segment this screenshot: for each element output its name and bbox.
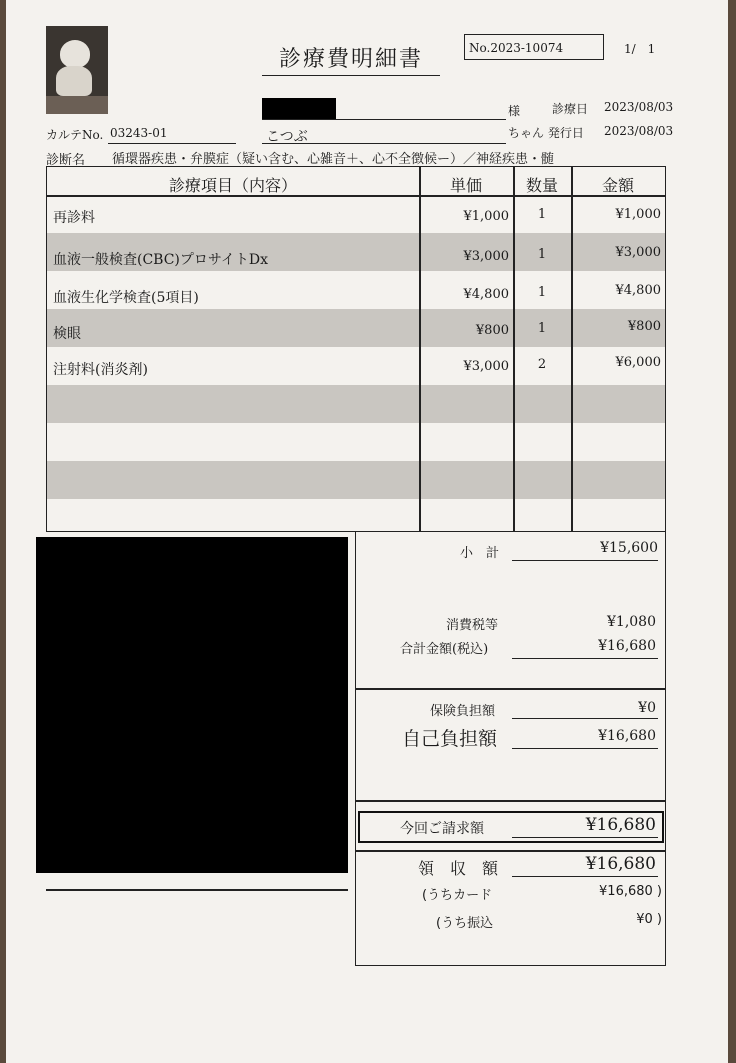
total-value: ¥16,680 xyxy=(598,638,656,654)
row-item: 再診料 xyxy=(53,210,95,226)
items-table xyxy=(46,166,666,532)
row-price: ¥3,000 xyxy=(463,249,509,264)
pet-name-underline xyxy=(262,143,506,144)
insurance-underline xyxy=(512,718,658,719)
row-item: 血液一般検査(CBC)プロサイトDx xyxy=(53,252,269,268)
row-amount: ¥6,000 xyxy=(615,355,661,370)
transfer-label: (うち振込 xyxy=(436,916,494,931)
tax-label: 消費税等 xyxy=(446,618,499,633)
billing-underline xyxy=(512,837,658,838)
summary-divider xyxy=(356,688,665,690)
row-amount: ¥1,000 xyxy=(615,207,661,222)
pet-name: こつぶ xyxy=(266,129,308,145)
exam-date: 2023/08/03 xyxy=(604,100,674,114)
chart-no: 03243-01 xyxy=(110,126,168,140)
row-item: 血液生化学検査(5項目) xyxy=(53,290,199,306)
dog-head xyxy=(60,40,90,68)
signature-line xyxy=(46,889,348,891)
header-price: 単価 xyxy=(449,176,482,195)
dog-body xyxy=(56,66,92,96)
row-price: ¥800 xyxy=(475,323,509,338)
summary-divider xyxy=(356,800,665,802)
diagnosis-label: 診断名 xyxy=(46,153,86,168)
issue-date-label: ちゃん 発行日 xyxy=(508,126,584,140)
redacted-clinic-info xyxy=(36,537,348,873)
insurance-value: ¥0 xyxy=(638,700,656,716)
owner-underline xyxy=(262,119,506,120)
page-number: 1/ 1 xyxy=(624,42,656,56)
row-amount: ¥800 xyxy=(627,319,661,334)
diagnosis-text: 循環器疾患・弁膜症（疑い含む、心雑音＋、心不全徴候ー）／神経疾患・髄 xyxy=(112,152,555,167)
row-amount: ¥4,800 xyxy=(615,283,661,298)
row-qty: 1 xyxy=(537,285,547,300)
self-pay-value: ¥16,680 xyxy=(598,728,656,744)
header-item: 診療項目（内容） xyxy=(168,176,297,195)
row-amount: ¥3,000 xyxy=(615,245,661,260)
row-qty: 1 xyxy=(537,321,547,336)
received-value: ¥16,680 xyxy=(585,854,656,874)
subtotal-label: 小 計 xyxy=(460,546,500,561)
chart-no-label: カルテNo. xyxy=(46,128,104,142)
document-number: No.2023-10074 xyxy=(464,34,604,60)
self-pay-label: 自己負担額 xyxy=(402,728,498,750)
tax-value: ¥1,080 xyxy=(607,614,656,630)
transfer-value: ¥0 ) xyxy=(636,912,662,927)
subtotal-value: ¥15,600 xyxy=(600,540,658,556)
billing-label: 今回ご請求額 xyxy=(400,821,484,837)
row-qty: 1 xyxy=(537,207,547,222)
chart-no-underline xyxy=(108,143,236,144)
received-label: 領 収 額 xyxy=(418,859,499,878)
header-amount: 金額 xyxy=(601,176,634,195)
redacted-owner-name xyxy=(262,98,336,120)
header-qty: 数量 xyxy=(525,176,558,195)
row-qty: 2 xyxy=(537,357,547,372)
card-value: ¥16,680 ) xyxy=(599,884,662,899)
summary-box xyxy=(355,532,666,966)
document-title: 診療費明細書 xyxy=(262,42,440,76)
exam-date-label: 診療日 xyxy=(552,102,589,116)
row-item: 注射料(消炎剤) xyxy=(53,362,148,378)
billing-box xyxy=(358,811,664,843)
self-pay-underline xyxy=(512,748,658,749)
row-price: ¥1,000 xyxy=(463,209,509,224)
photo-floor xyxy=(46,96,108,114)
row-item: 検眼 xyxy=(53,326,81,342)
row-price: ¥4,800 xyxy=(463,287,509,302)
total-label: 合計金額(税込) xyxy=(400,642,489,657)
card-label: (うちカード xyxy=(422,888,493,903)
total-underline xyxy=(512,658,658,659)
owner-suffix: 様 xyxy=(508,104,521,118)
issue-date: 2023/08/03 xyxy=(604,124,674,138)
received-underline xyxy=(512,876,658,877)
insurance-label: 保険負担額 xyxy=(430,704,496,719)
pet-photo xyxy=(46,26,108,114)
billing-value: ¥16,680 xyxy=(585,815,656,835)
summary-divider xyxy=(356,850,665,852)
row-qty: 1 xyxy=(537,247,547,262)
subtotal-underline xyxy=(512,560,658,561)
row-price: ¥3,000 xyxy=(463,359,509,374)
